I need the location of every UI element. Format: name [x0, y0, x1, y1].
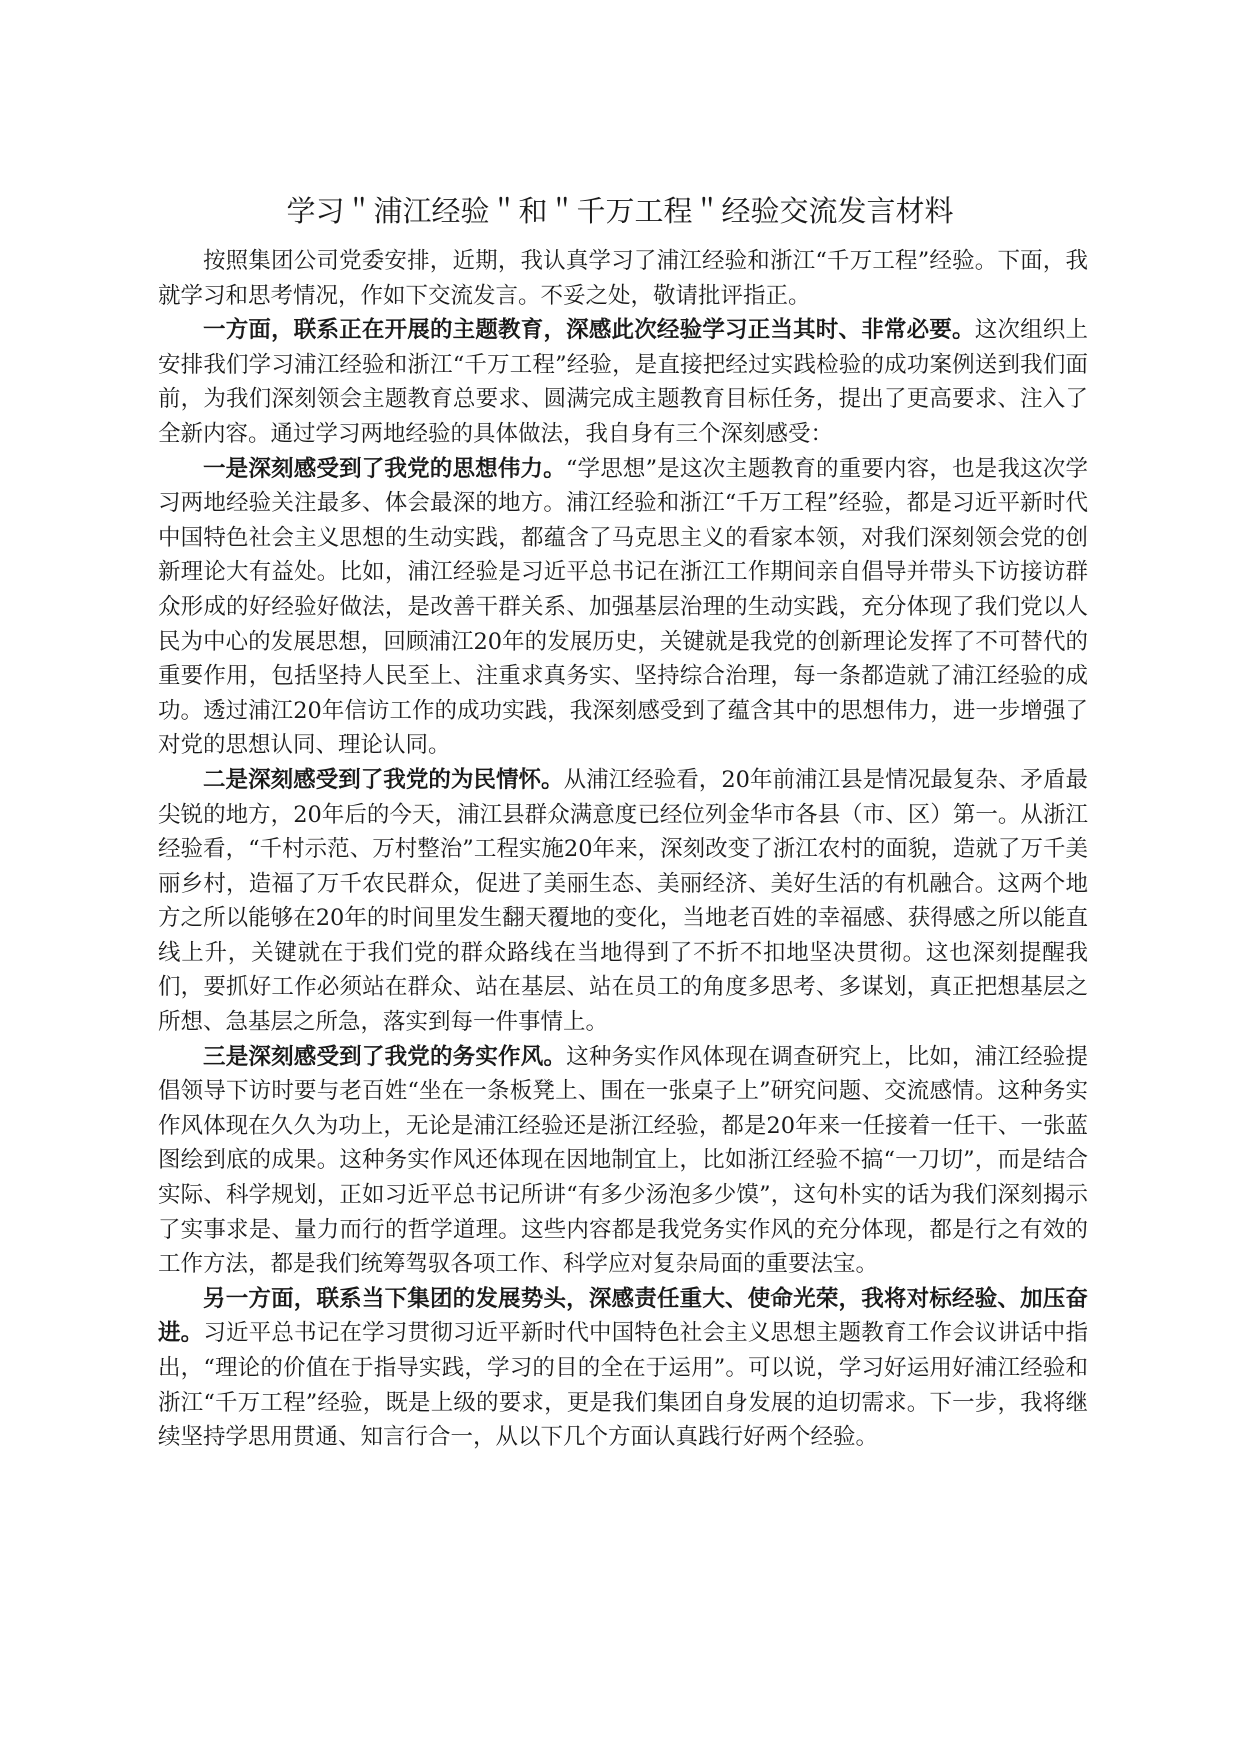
paragraph-section-one — [158, 313, 1088, 451]
document-body — [158, 244, 1088, 1455]
paragraph-section-two — [158, 1282, 1088, 1455]
paragraph-text: 这种务实作风体现在调查研究上，比如，浦江经验提倡领导下访时要与老百姓“坐在一条板凳上、围在一张桌子上”研究问题、交流感情。这种务实作风体现在久久为功上，无论是浦江经验还是浙江经验，都是20年来一任接着一任干、一张蓝图绘到底的成果。这种务实作风还体现在因地制宜上，比如浙江经验不搞“一刀切”，而是结合实际、科学规划，正如习近平总书记所讲“有多少汤泡多少馍”，这句朴实的话为我们深刻揭示了实事求是、量力而行的哲学道理。这些内容都是我党务实作风的充分体现，都是行之有效的工作方法，都是我们统筹驾驭各项工作、科学应对复杂局面的重要法宝。 — [158, 1043, 1088, 1278]
paragraph-text: 按照集团公司党委安排，近期，我认真学习了浦江经验和浙江“千万工程”经验。下面，我就学习和思考情况，作如下交流发言。不妥之处，敬请批评指正。 — [158, 248, 1088, 309]
paragraph-point-one — [158, 452, 1088, 763]
paragraph-text: 习近平总书记在学习贯彻习近平新时代中国特色社会主义思想主题教育工作会议讲话中指出，“理论的价值在于指导实践，学习的目的全在于运用”。可以说，学习好运用好浦江经验和浙江“千万工程”经验，既是上级的要求，更是我们集团自身发展的迫切需求。下一步，我将继续坚持学思用贯通、知言行合一，从以下几个方面认真践行好两个经验。 — [158, 1320, 1088, 1451]
paragraph-lead: 一是深刻感受到了我党的思想伟力。 — [203, 455, 566, 482]
paragraph-lead: 一方面，联系正在开展的主题教育，深感此次经验学习正当其时、非常必要。 — [203, 317, 975, 344]
paragraph-lead: 二是深刻感受到了我党的为民情怀。 — [203, 766, 564, 793]
paragraph-point-three — [158, 1040, 1088, 1282]
paragraph-point-two — [158, 763, 1088, 1040]
paragraph-text: 从浦江经验看，20年前浦江县是情况最复杂、矛盾最尖锐的地方，20年后的今天，浦江县群众满意度已经位列金华市各县（市、区）第一。从浙江经验看，“千村示范、万村整治”工程实施20年来，深刻改变了浙江农村的面貌，造就了万千美丽乡村，造福了万千农民群众，促进了美丽生态、美丽经济、美好生活的有机融合。这两个地方之所以能够在20年的时间里发生翻天覆地的变化，当地老百姓的幸福感、获得感之所以能直线上升，关键就在于我们党的群众路线在当地得到了不折不扣地坚决贯彻。这也深刻提醒我们，要抓好工作必须站在群众、站在基层、站在员工的角度多思考、多谋划，真正把想基层之所想、急基层之所急，落实到每一件事情上。 — [158, 766, 1088, 1036]
paragraph-lead: 另一方面，联系当下集团的发展势头，深感责任重大、使命光荣，我将对标经验、加压奋进。 — [158, 1285, 1088, 1347]
paragraph-intro — [158, 244, 1088, 313]
paragraph-text: “学思想”是这次主题教育的重要内容，也是我这次学习两地经验关注最多、体会最深的地方。浦江经验和浙江“千万工程”经验，都是习近平新时代中国特色社会主义思想的生动实践，都蕴含了马克思主义的看家本领，对我们深刻领会党的创新理论大有益处。比如，浦江经验是习近平总书记在浙江工作期间亲自倡导并带头下访接访群众形成的好经验好做法，是改善干群关系、加强基层治理的生动实践，充分体现了我们党以人民为中心的发展思想，回顾浦江20年的发展历史，关键就是我党的创新理论发挥了不可替代的重要作用，包括坚持人民至上、注重求真务实、坚持综合治理，每一条都造就了浦江经验的成功。透过浦江20年信访工作的成功实践，我深刻感受到了蕴含其中的思想伟力，进一步增强了对党的思想认同、理论认同。 — [158, 455, 1088, 759]
paragraph-lead: 三是深刻感受到了我党的务实作风。 — [203, 1043, 567, 1070]
document-title: 学习＂浦江经验＂和＂千万工程＂经验交流发言材料 — [286, 194, 954, 228]
paragraph-text: 这次组织上安排我们学习浦江经验和浙江“千万工程”经验，是直接把经过实践检验的成功案例送到我们面前，为我们深刻领会主题教育总要求、圆满完成主题教育目标任务，提出了更高要求、注入了全新内容。通过学习两地经验的具体做法，我自身有三个深刻感受： — [158, 317, 1088, 447]
